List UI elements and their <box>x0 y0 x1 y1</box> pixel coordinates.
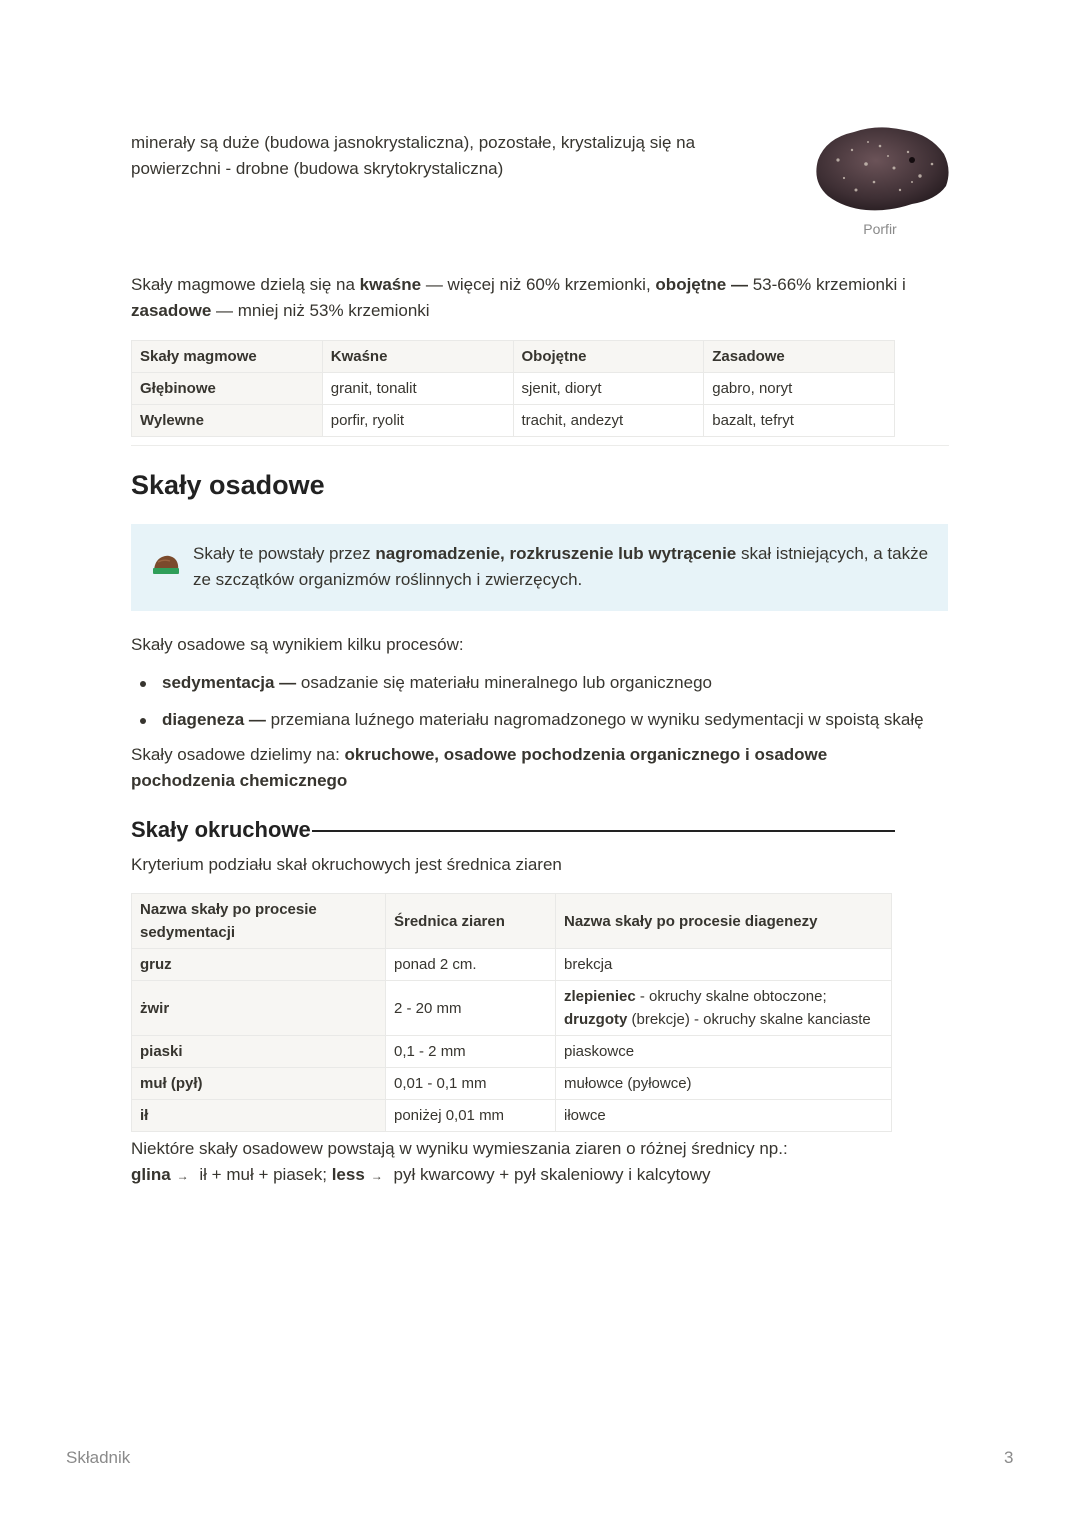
table-cell: piaskowce <box>556 1036 892 1068</box>
table-cell: zlepieniec - okruchy skalne obtoczone; druzgoty (brekcje) - okruchy skalne kanciaste <box>556 981 892 1036</box>
table-cell: poniżej 0,01 mm <box>386 1100 556 1132</box>
table-cell: trachit, andezyt <box>513 405 704 437</box>
table-cell: granit, tonalit <box>322 373 513 405</box>
porfir-rock-image <box>808 120 952 218</box>
table-cell: gruz <box>132 949 386 981</box>
table-row <box>132 981 892 1036</box>
heading-rule <box>312 830 895 832</box>
magma-classification-paragraph: Skały magmowe dzielą się na kwaśne — więcej niż 60% krzemionki, obojętne — 53-66% krzemionki i zasadowe — mniej niż 53% krzemionki <box>131 275 906 320</box>
bullet-icon <box>140 718 146 724</box>
table-row <box>132 1068 892 1100</box>
section-title: Skały osadowe <box>131 470 325 500</box>
table-header-cell: Nazwa skały po procesie sedymentacji <box>132 894 386 949</box>
processes-intro: Skały osadowe są wynikiem kilku procesów: <box>131 635 464 654</box>
table-cell: 2 - 20 mm <box>386 981 556 1036</box>
magma-rocks-table <box>131 340 895 437</box>
table-cell: ponad 2 cm. <box>386 949 556 981</box>
table-header-row <box>132 894 892 949</box>
arrow-icon: → <box>176 1169 189 1183</box>
mixing-paragraph: Niektóre skały osadowew powstają w wyniku wymieszania ziaren o różnej średnicy np.: glina → ił + muł + piasek; less → pył kwarcowy + pył skaleniowy i kalcytowy <box>131 1139 788 1184</box>
table-header-cell: Średnica ziaren <box>386 894 556 949</box>
table-cell: muł (pył) <box>132 1068 386 1100</box>
rock-icon <box>152 550 180 576</box>
table-cell: Wylewne <box>132 405 323 437</box>
subsection-title: Skały okruchowe <box>131 817 311 842</box>
table-cell: ił <box>132 1100 386 1132</box>
table-cell: iłowce <box>556 1100 892 1132</box>
callout-text: Skały te powstały przez nagromadzenie, rozkruszenie lub wytrącenie skał istniejących, a także ze szczątków organizmów roślinnych i zwierzęcych. <box>193 544 929 589</box>
division-paragraph: Skały osadowe dzielimy na: okruchowe, osadowe pochodzenia organicznego i osadowe pochodzenia chemicznego <box>131 745 828 790</box>
table-cell: Głębinowe <box>132 373 323 405</box>
footer-title: Składnik <box>66 1448 131 1467</box>
table-cell: porfir, ryolit <box>322 405 513 437</box>
table-cell: mułowce (pyłowce) <box>556 1068 892 1100</box>
table-header-row <box>132 341 895 373</box>
intro-paragraph: minerały są duże (budowa jasnokrystaliczna), pozostałe, krystalizują się na powierzchni - drobne (budowa skrytokrystaliczna) <box>131 133 696 178</box>
arrow-icon: → <box>370 1169 383 1183</box>
table-cell: sjenit, dioryt <box>513 373 704 405</box>
table-header-cell: Kwaśne <box>322 341 513 373</box>
table-row <box>132 373 895 405</box>
table-cell: 0,01 - 0,1 mm <box>386 1068 556 1100</box>
page-number: 3 <box>1004 1448 1014 1467</box>
table-row <box>132 1100 892 1132</box>
table-cell: żwir <box>132 981 386 1036</box>
table-cell: brekcja <box>556 949 892 981</box>
table-header-cell: Zasadowe <box>704 341 895 373</box>
section-divider <box>131 445 949 446</box>
table-row <box>132 1036 892 1068</box>
bullet-icon <box>140 681 146 687</box>
table-header-cell: Skały magmowe <box>132 341 323 373</box>
table-cell: bazalt, tefryt <box>704 405 895 437</box>
table-row <box>132 949 892 981</box>
table-cell: gabro, noryt <box>704 373 895 405</box>
table-row <box>132 405 895 437</box>
table-header-cell: Nazwa skały po procesie diagenezy <box>556 894 892 949</box>
table-cell: piaski <box>132 1036 386 1068</box>
criterion-text: Kryterium podziału skał okruchowych jest średnica ziaren <box>131 855 562 874</box>
table-header-cell: Obojętne <box>513 341 704 373</box>
table-cell: 0,1 - 2 mm <box>386 1036 556 1068</box>
clastic-rocks-table <box>131 893 892 1132</box>
rock-caption: Porfir <box>863 221 897 237</box>
